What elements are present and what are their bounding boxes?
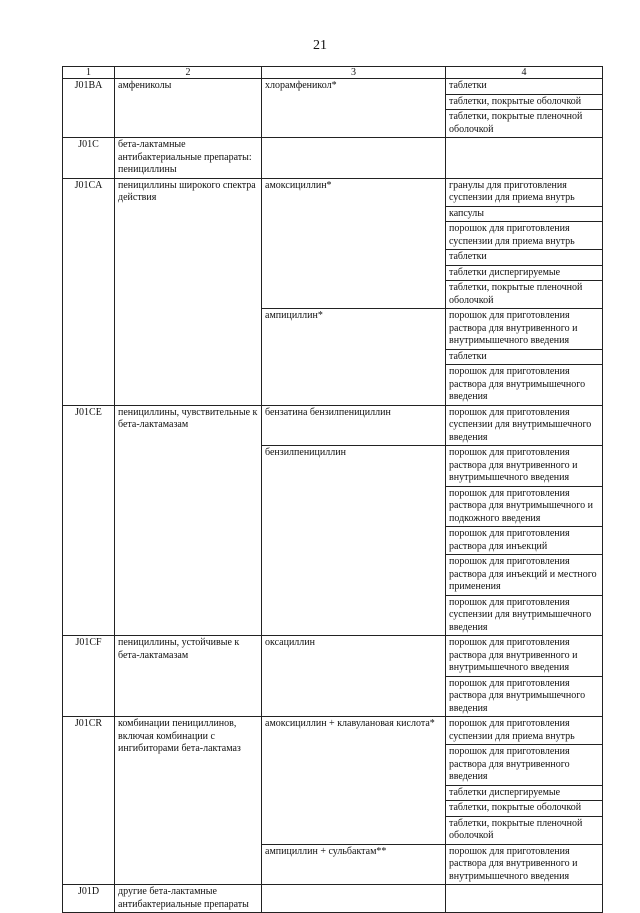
atc-group: пенициллины, чувствительные к бета-лактамазам [115, 405, 262, 636]
table-row [63, 885, 603, 913]
drug-name [262, 885, 446, 913]
dosage-form: таблетки, покрытые пленочной оболочкой [446, 281, 603, 309]
drug-name: амоксициллин + клавулановая кислота* [262, 717, 446, 845]
dosage-form: таблетки диспергируемые [446, 265, 603, 281]
atc-group: пенициллины широкого спектра действия [115, 178, 262, 405]
drug-name: амоксициллин* [262, 178, 446, 309]
drug-name: оксациллин [262, 636, 446, 717]
dosage-form: таблетки, покрытые пленочной оболочкой [446, 816, 603, 844]
atc-code: J01CR [63, 717, 115, 885]
atc-group: другие бета-лактамные антибактериальные препараты [115, 885, 262, 913]
column-header: 3 [262, 67, 446, 79]
dosage-form: гранулы для приготовления суспензии для приема внутрь [446, 178, 603, 206]
column-header: 1 [63, 67, 115, 79]
dosage-form: порошок для приготовления суспензии для приема внутрь [446, 222, 603, 250]
dosage-form: таблетки, покрытые оболочкой [446, 94, 603, 110]
drug-name: бензилпенициллин [262, 446, 446, 636]
table-row [63, 636, 603, 677]
atc-group: комбинации пенициллинов, включая комбинации с ингибиторами бета-лактамаз [115, 717, 262, 885]
dosage-form: таблетки, покрытые пленочной оболочкой [446, 110, 603, 138]
drug-name [262, 138, 446, 179]
drug-name: хлорамфеникол* [262, 79, 446, 138]
table-row [63, 178, 603, 206]
atc-code: J01D [63, 885, 115, 913]
dosage-form: таблетки, покрытые оболочкой [446, 801, 603, 817]
atc-group: пенициллины, устойчивые к бета-лактамазам [115, 636, 262, 717]
dosage-form: порошок для приготовления раствора для внутривенного и внутримышечного введения [446, 844, 603, 885]
atc-group: бета-лактамные антибактериальные препараты: пенициллины [115, 138, 262, 179]
table-row [63, 138, 603, 179]
dosage-form: порошок для приготовления раствора для внутривенного и внутримышечного введения [446, 636, 603, 677]
atc-code: J01CA [63, 178, 115, 405]
drug-table [62, 66, 603, 913]
dosage-form: таблетки диспергируемые [446, 785, 603, 801]
dosage-form: порошок для приготовления раствора для внутривенного и внутримышечного введения [446, 446, 603, 487]
dosage-form: порошок для приготовления суспензии для внутримышечного введения [446, 405, 603, 446]
drug-name: ампициллин* [262, 309, 446, 406]
dosage-form: порошок для приготовления раствора для инъекций и местного применения [446, 555, 603, 596]
atc-group: амфениколы [115, 79, 262, 138]
dosage-form: таблетки [446, 349, 603, 365]
drug-name: ампициллин + сульбактам** [262, 844, 446, 885]
dosage-form: порошок для приготовления раствора для внутримышечного введения [446, 676, 603, 717]
atc-code: J01BA [63, 79, 115, 138]
dosage-form: капсулы [446, 206, 603, 222]
dosage-form [446, 138, 603, 179]
dosage-form: порошок для приготовления раствора для инъекций [446, 527, 603, 555]
dosage-form: порошок для приготовления раствора для внутривенного и внутримышечного введения [446, 309, 603, 350]
atc-code: J01C [63, 138, 115, 179]
table-row [63, 79, 603, 95]
dosage-form: таблетки [446, 250, 603, 266]
table-row [63, 405, 603, 446]
dosage-form: порошок для приготовления раствора для внутривенного введения [446, 745, 603, 786]
atc-code: J01CF [63, 636, 115, 717]
dosage-form: таблетки [446, 79, 603, 95]
dosage-form [446, 885, 603, 913]
dosage-form: порошок для приготовления суспензии для внутримышечного введения [446, 595, 603, 636]
dosage-form: порошок для приготовления раствора для внутримышечного введения [446, 365, 603, 406]
header-row [63, 67, 603, 79]
dosage-form: порошок для приготовления суспензии для приема внутрь [446, 717, 603, 745]
dosage-form: порошок для приготовления раствора для внутримышечного и подкожного введения [446, 486, 603, 527]
page-number: 21 [313, 38, 327, 53]
column-header: 2 [115, 67, 262, 79]
drug-name: бензатина бензилпенициллин [262, 405, 446, 446]
column-header: 4 [446, 67, 603, 79]
atc-code: J01CE [63, 405, 115, 636]
table-row [63, 717, 603, 745]
